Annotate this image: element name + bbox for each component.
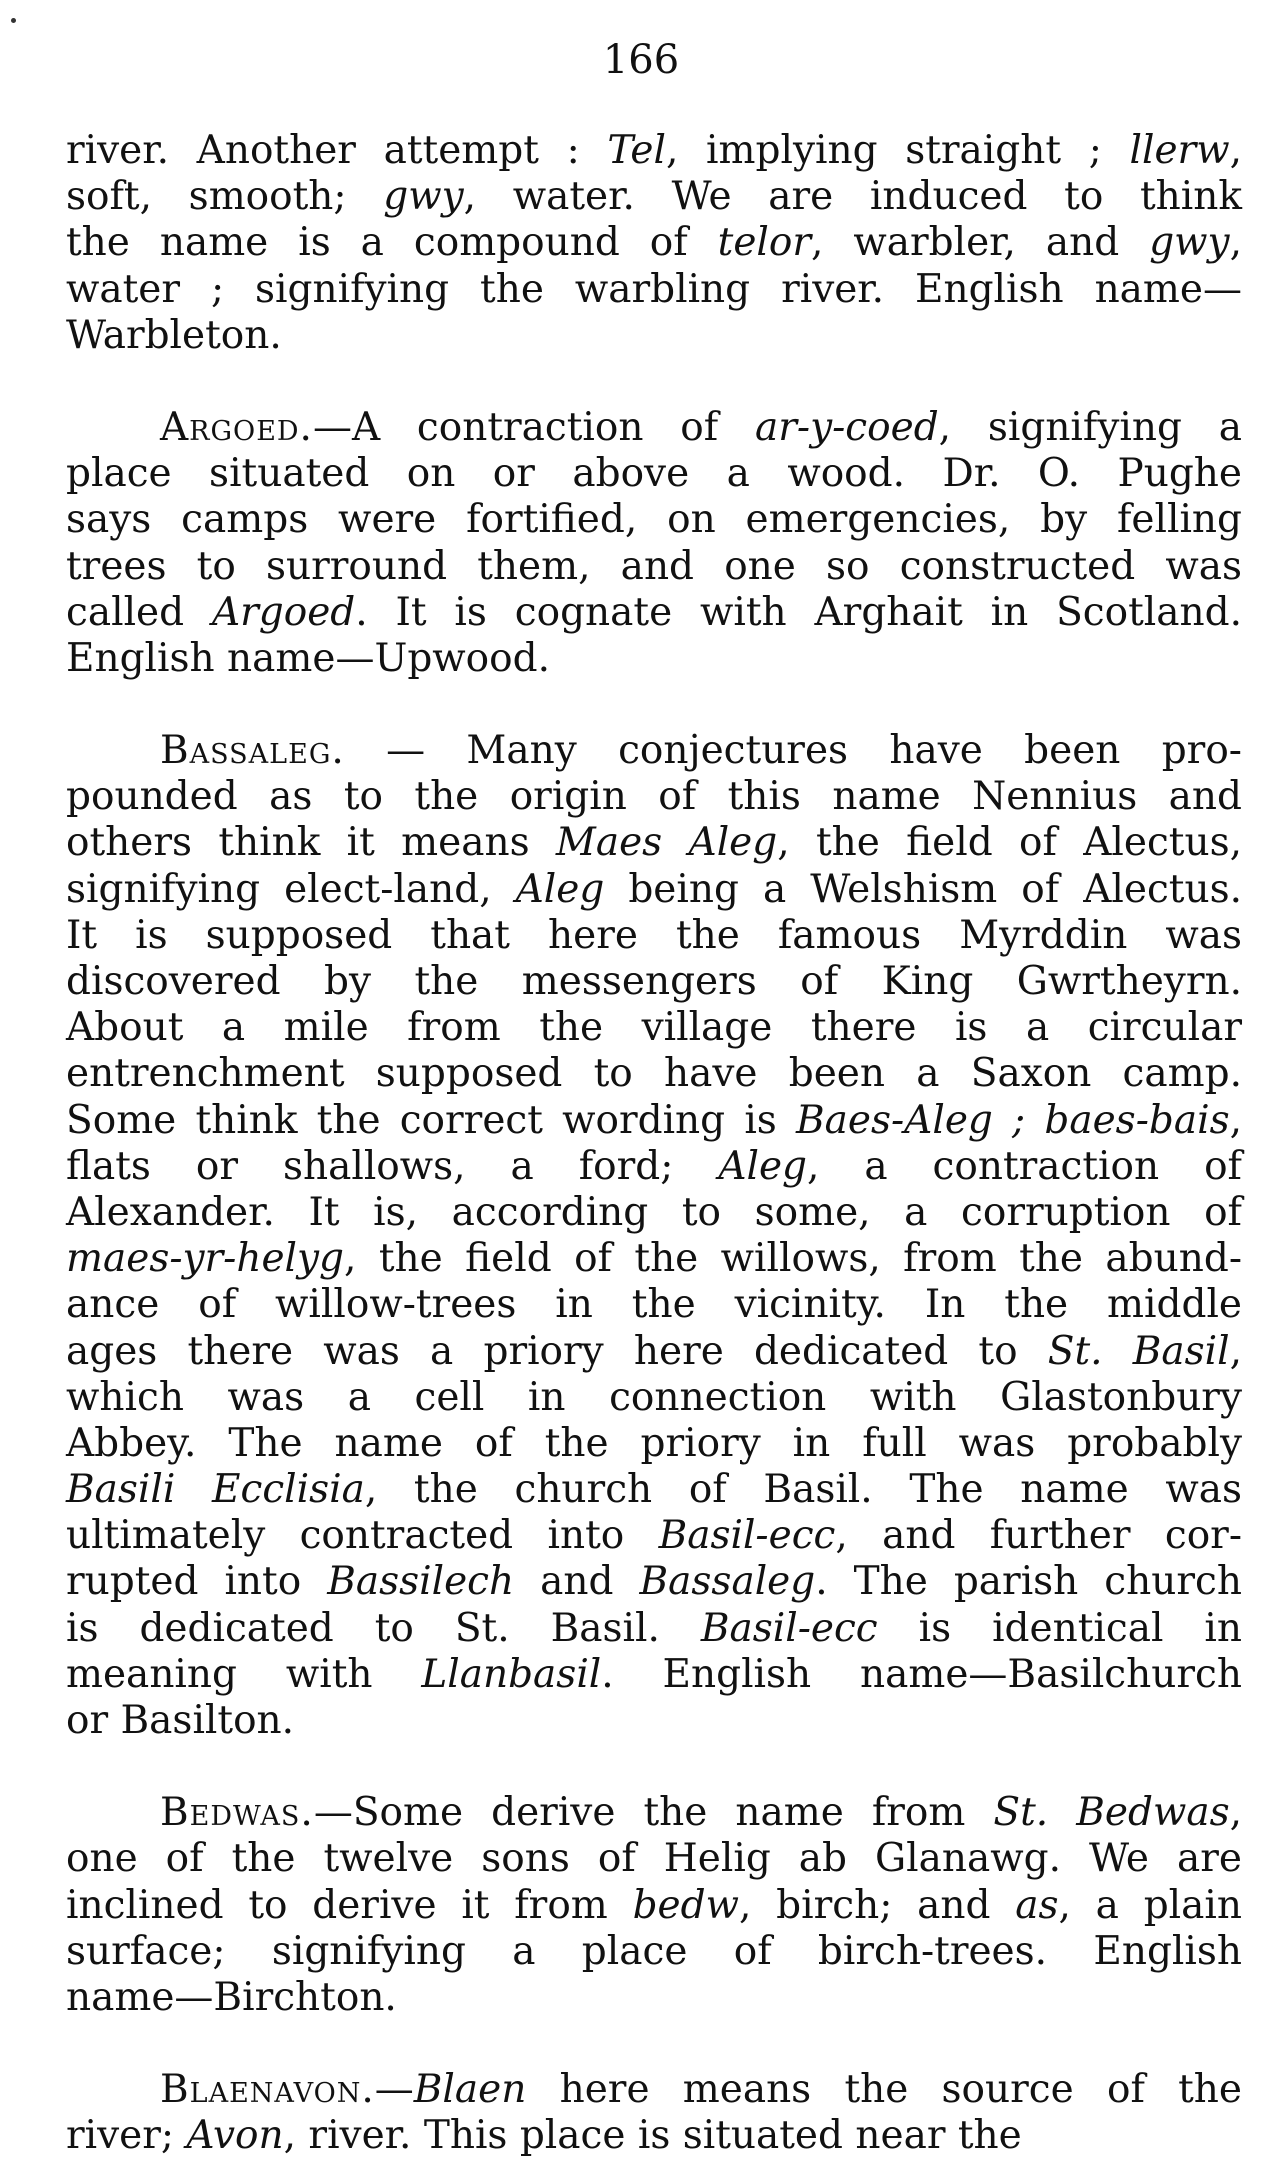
entry-argoed xyxy=(66,405,1242,682)
text-line xyxy=(66,1329,1242,1375)
text-line xyxy=(66,128,1242,174)
text-run: is dedicated to St. Basil. xyxy=(66,1605,701,1651)
text-run: , xyxy=(1229,1790,1242,1836)
text-run: river; xyxy=(66,2113,187,2159)
text-line xyxy=(66,1652,1242,1698)
paragraph-warbleton xyxy=(66,128,1242,359)
entry-heading: Argoed. xyxy=(160,404,313,450)
text-run: —A contraction of xyxy=(312,404,756,450)
text-run: discovered by the messengers of King Gwrtheyrn. xyxy=(66,959,1242,1004)
italic-term: Basili Ecclisia xyxy=(66,1467,365,1513)
print-speck xyxy=(11,18,16,23)
italic-term: Bassaleg xyxy=(639,1559,816,1605)
text-line xyxy=(66,544,1242,590)
text-run: , the field of the willows, from the abund- xyxy=(344,1236,1242,1282)
entry-heading: Blaenavon. xyxy=(160,2067,375,2113)
text-run: here means the source of the xyxy=(526,2067,1242,2113)
italic-term: Baes-Aleg ; baes-bais xyxy=(796,1097,1230,1143)
italic-term: maes-yr-helyg xyxy=(66,1236,345,1282)
text-line xyxy=(66,1975,1242,2021)
italic-term: Tel xyxy=(607,128,666,173)
text-line xyxy=(66,1836,1242,1882)
text-run: Abbey. The name of the priory in full was probably xyxy=(66,1420,1242,1466)
text-run: , signifying a xyxy=(938,404,1242,450)
text-line xyxy=(66,1698,1242,1744)
text-line xyxy=(66,774,1242,820)
text-run: others think it means xyxy=(66,820,556,866)
text-run: meaning with xyxy=(66,1651,422,1697)
entry-bedwas xyxy=(66,1790,1242,2021)
italic-term: Bassilech xyxy=(327,1559,515,1605)
text-run: It is supposed that here the famous Myrddin was xyxy=(66,912,1242,958)
text-run: , xyxy=(1229,1097,1242,1143)
text-run: , implying straight ; xyxy=(665,128,1130,173)
text-line xyxy=(66,959,1242,1005)
text-line xyxy=(66,636,1242,682)
text-run: ultimately contracted into xyxy=(66,1513,659,1559)
text-line xyxy=(66,1929,1242,1975)
text-run: and xyxy=(514,1559,640,1605)
text-run: says camps were fortified, on emergencies, by felling xyxy=(66,497,1242,543)
page-number: 166 xyxy=(602,37,680,83)
text-run: river. Another attempt : xyxy=(66,128,608,173)
text-line xyxy=(66,1421,1242,1467)
text-run: flats or shallows, a ford; xyxy=(66,1143,719,1189)
text-line xyxy=(66,220,1242,266)
text-line xyxy=(66,867,1242,913)
text-run: being a Welshism of Alectus. xyxy=(604,866,1242,912)
italic-term: as xyxy=(1015,1882,1059,1928)
text-run: , river. This place is situated near the xyxy=(283,2113,1022,2159)
text-line xyxy=(66,1606,1242,1652)
text-line xyxy=(66,1883,1242,1929)
text-run: one of the twelve sons of Helig ab Glanawg. We are xyxy=(66,1836,1242,1882)
text-run: name—Birchton. xyxy=(66,1974,397,2020)
text-line xyxy=(66,1559,1242,1605)
text-run: — xyxy=(374,2067,414,2113)
text-run: Warbleton. xyxy=(66,312,282,358)
text-run: rupted into xyxy=(66,1559,328,1605)
text-line xyxy=(66,1098,1242,1144)
text-run: , water. We are induced to think xyxy=(463,174,1242,220)
italic-term: St. Bedwas xyxy=(993,1790,1230,1836)
text-run: signifying elect-land, xyxy=(66,866,516,912)
text-run: entrenchment supposed to have been a Saxon camp. xyxy=(66,1051,1242,1097)
italic-term: Llanbasil xyxy=(421,1651,602,1697)
text-run: , the church of Basil. The name was xyxy=(364,1467,1242,1513)
text-line xyxy=(66,728,1242,774)
text-run: , xyxy=(1229,1328,1242,1374)
text-run: place situated on or above a wood. Dr. O. Pughe xyxy=(66,451,1242,497)
text-run: called xyxy=(66,589,212,635)
text-run: soft, smooth; xyxy=(66,174,384,220)
text-run: About a mile from the village there is a circular xyxy=(66,1005,1242,1051)
italic-term: Avon xyxy=(186,2113,284,2159)
text-line xyxy=(66,2067,1242,2113)
text-run: , and further cor- xyxy=(835,1513,1242,1559)
italic-term: Maes Aleg xyxy=(555,820,778,866)
text-line xyxy=(66,451,1242,497)
text-run: is identical in xyxy=(877,1605,1242,1651)
text-run: , xyxy=(1229,128,1242,173)
text-run: Alexander. It is, according to some, a corruption of xyxy=(66,1189,1242,1235)
text-run: ages there was a priory here dedicated to xyxy=(66,1328,1048,1374)
text-line xyxy=(66,1282,1242,1328)
text-line xyxy=(66,1467,1242,1513)
text-run: Some think the correct wording is xyxy=(66,1097,796,1143)
text-run: the name is a compound of xyxy=(66,220,718,266)
entry-blaenavon xyxy=(66,2067,1242,2159)
body-text xyxy=(66,128,1242,2160)
text-line xyxy=(66,497,1242,543)
text-run: , xyxy=(1229,220,1242,266)
italic-term: Aleg xyxy=(718,1143,807,1189)
italic-term: llerw xyxy=(1129,128,1230,173)
text-line xyxy=(66,2113,1242,2159)
text-line xyxy=(66,1236,1242,1282)
text-run: inclined to derive it from xyxy=(66,1882,633,1928)
text-run: surface; signifying a place of birch-trees. English xyxy=(66,1928,1242,1974)
text-run: water ; signifying the warbling river. English name— xyxy=(66,266,1242,312)
text-line xyxy=(66,590,1242,636)
text-run: . English name—Basilchurch xyxy=(601,1651,1242,1697)
italic-term: Blaen xyxy=(413,2067,527,2113)
italic-term: Basil-ecc xyxy=(700,1605,878,1651)
italic-term: Argoed xyxy=(211,589,356,635)
text-run: , birch; and xyxy=(738,1882,1016,1928)
text-run: , warbler, and xyxy=(811,220,1150,266)
text-run: — Many conjectures have been pro- xyxy=(344,728,1242,774)
italic-term: bedw xyxy=(632,1882,739,1928)
text-line xyxy=(66,913,1242,959)
text-run: —Some derive the name from xyxy=(313,1790,994,1836)
text-line xyxy=(66,313,1242,359)
text-run: , a contraction of xyxy=(807,1143,1242,1189)
text-run: , the field of Alectus, xyxy=(777,820,1243,866)
text-run: or Basilton. xyxy=(66,1698,295,1743)
text-run: English name—Upwood. xyxy=(66,635,550,681)
text-line xyxy=(66,1190,1242,1236)
text-line xyxy=(66,405,1242,451)
text-run: pounded as to the origin of this name Nennius and xyxy=(66,774,1242,820)
italic-term: telor xyxy=(717,220,812,266)
text-line xyxy=(66,267,1242,313)
text-line xyxy=(66,1375,1242,1421)
text-run: trees to surround them, and one so constructed was xyxy=(66,543,1242,589)
italic-term: ar-y-coed xyxy=(755,404,939,450)
entry-bassaleg xyxy=(66,728,1242,1744)
italic-term: St. Basil xyxy=(1047,1328,1230,1374)
text-run: . The parish church xyxy=(815,1559,1242,1605)
text-line xyxy=(66,174,1242,220)
italic-term: gwy xyxy=(383,174,464,220)
entry-heading: Bedwas. xyxy=(160,1790,314,1836)
italic-term: Basil-ecc xyxy=(658,1513,836,1559)
text-run: which was a cell in connection with Glastonbury xyxy=(66,1374,1242,1420)
text-line xyxy=(66,820,1242,866)
text-run: , a plain xyxy=(1058,1882,1242,1928)
italic-term: gwy xyxy=(1149,220,1230,266)
text-line xyxy=(66,1144,1242,1190)
text-run: . It is cognate with Arghait in Scotland. xyxy=(355,589,1242,635)
text-line xyxy=(66,1051,1242,1097)
text-line xyxy=(66,1790,1242,1836)
text-run: ance of willow-trees in the vicinity. In the middle xyxy=(66,1282,1242,1328)
italic-term: Aleg xyxy=(515,866,605,912)
entry-heading: Bassaleg. xyxy=(160,728,345,774)
text-line xyxy=(66,1005,1242,1051)
text-line xyxy=(66,1513,1242,1559)
